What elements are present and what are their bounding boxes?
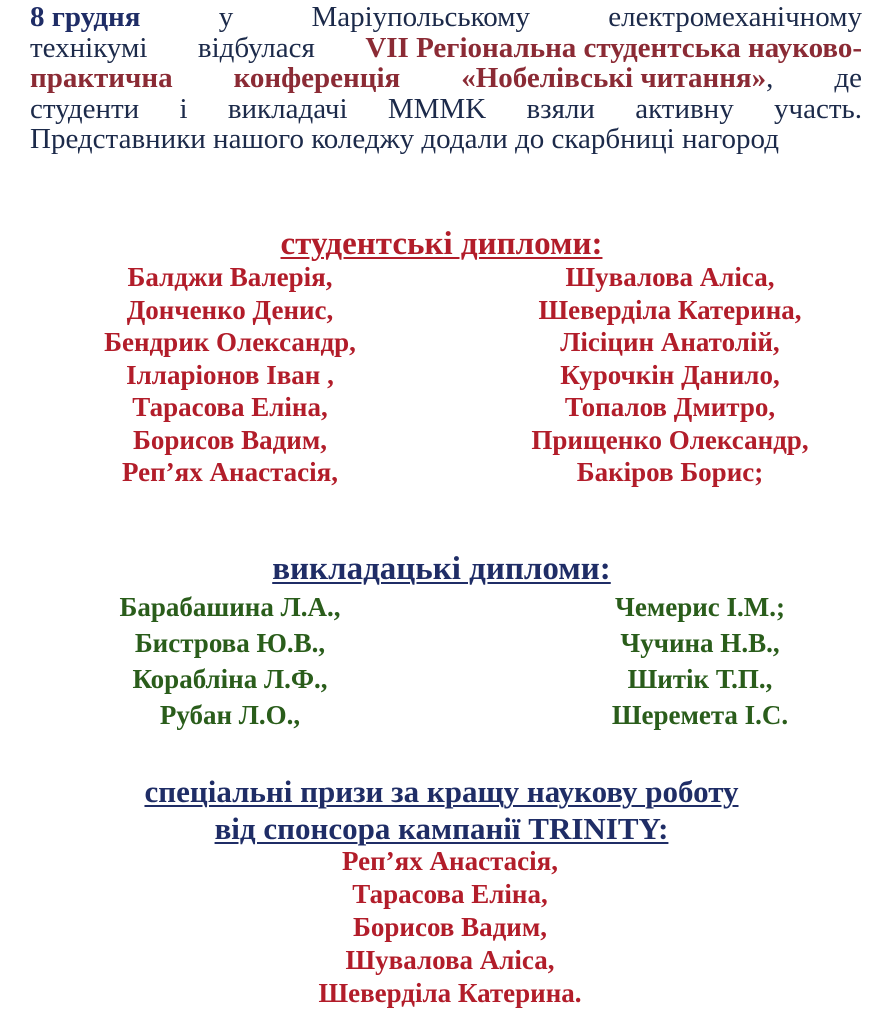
teacher-name: Шитік Т.П., [627, 664, 773, 694]
teacher-name: Барабашина Л.А., [119, 592, 341, 622]
special-prize-name: Тарасова Еліна, [352, 879, 548, 909]
sponsor-heading: від спонсора кампанії TRINITY: [214, 811, 669, 846]
intro-word: де [834, 62, 862, 94]
student-name: Ілларіонов Іван , [126, 359, 334, 390]
student-name: Шувалова Аліса, [565, 262, 775, 292]
intro-word: технікумі [30, 31, 148, 64]
teacher-name: Чемерис І.М.; [615, 592, 785, 622]
students-left-column [40, 261, 420, 489]
conference-name-part2: практична [30, 62, 173, 94]
intro-word: викладачі [227, 92, 348, 125]
intro-word: електромеханічному [608, 1, 862, 33]
intro-date: 8 грудня [30, 1, 141, 33]
special-prize-name: Борисов Вадим, [353, 912, 547, 942]
conference-title: «Нобелівські читання» [461, 62, 767, 94]
student-name: Донченко Денис, [126, 294, 334, 325]
teacher-name: Корабліна Л.Ф., [132, 664, 328, 694]
teacher-name: Чучина Н.В., [620, 628, 780, 658]
intro-word: студенти [30, 92, 140, 125]
students-right-column [480, 261, 860, 489]
special-prizes-heading: спеціальні призи за кращу наукову роботу [144, 774, 739, 809]
intro-line-3 [30, 63, 862, 94]
conference-name-part1: VII Регіональна студентська науково- [365, 31, 862, 64]
intro-word: відбулася [197, 31, 315, 64]
student-name: Лісіцин Анатолій, [560, 327, 780, 357]
teachers-left-column [60, 589, 400, 733]
intro-line-2 [30, 33, 862, 64]
intro-word: у [218, 1, 234, 33]
intro-text: Представники нашого коледжу додали до скарбниці нагород [30, 123, 779, 155]
students-heading: студентські дипломи: [280, 226, 603, 262]
special-prizes-list [240, 845, 660, 1010]
intro-comma: , [766, 62, 774, 94]
intro-word: і [179, 92, 188, 125]
teacher-name: Шеремета І.С. [611, 700, 789, 730]
intro-word: ММMK [387, 92, 487, 125]
student-name: Тарасова Еліна, [132, 392, 328, 422]
student-name: Курочкін Данило, [560, 359, 780, 390]
teacher-name: Бистрова Ю.В., [134, 628, 326, 658]
teacher-name: Рубан Л.О., [159, 700, 301, 730]
conference-name-part3: конференція [233, 62, 401, 94]
student-name: Реп’ях Анастасія, [122, 457, 338, 487]
special-prize-name: Реп’ях Анастасія, [342, 846, 558, 876]
intro-word: взяли [526, 92, 595, 125]
intro-paragraph [30, 2, 862, 155]
intro-word: активну [635, 92, 734, 125]
student-name: Балджи Валерія, [127, 262, 333, 292]
intro-line-4 [30, 94, 862, 125]
conference-title-group [461, 63, 773, 94]
special-prize-name: Шувалова Аліса, [345, 945, 555, 975]
student-name: Бендрик Олександр, [104, 327, 356, 357]
intro-line-1 [30, 2, 862, 33]
student-name: Прищенко Олександр, [531, 424, 809, 455]
special-prize-name: Шеверділа Катерина. [318, 978, 582, 1008]
intro-word: участь. [773, 92, 862, 125]
teachers-right-column [530, 589, 870, 733]
intro-line-5 [30, 124, 862, 155]
student-name: Шеверділа Катерина, [538, 294, 802, 325]
student-name: Бакіров Борис; [576, 457, 764, 487]
student-name: Топалов Дмитро, [564, 392, 776, 422]
student-name: Борисов Вадим, [133, 424, 327, 455]
intro-word: Маріупольському [311, 1, 531, 33]
teachers-heading: викладацькі дипломи: [272, 551, 611, 587]
